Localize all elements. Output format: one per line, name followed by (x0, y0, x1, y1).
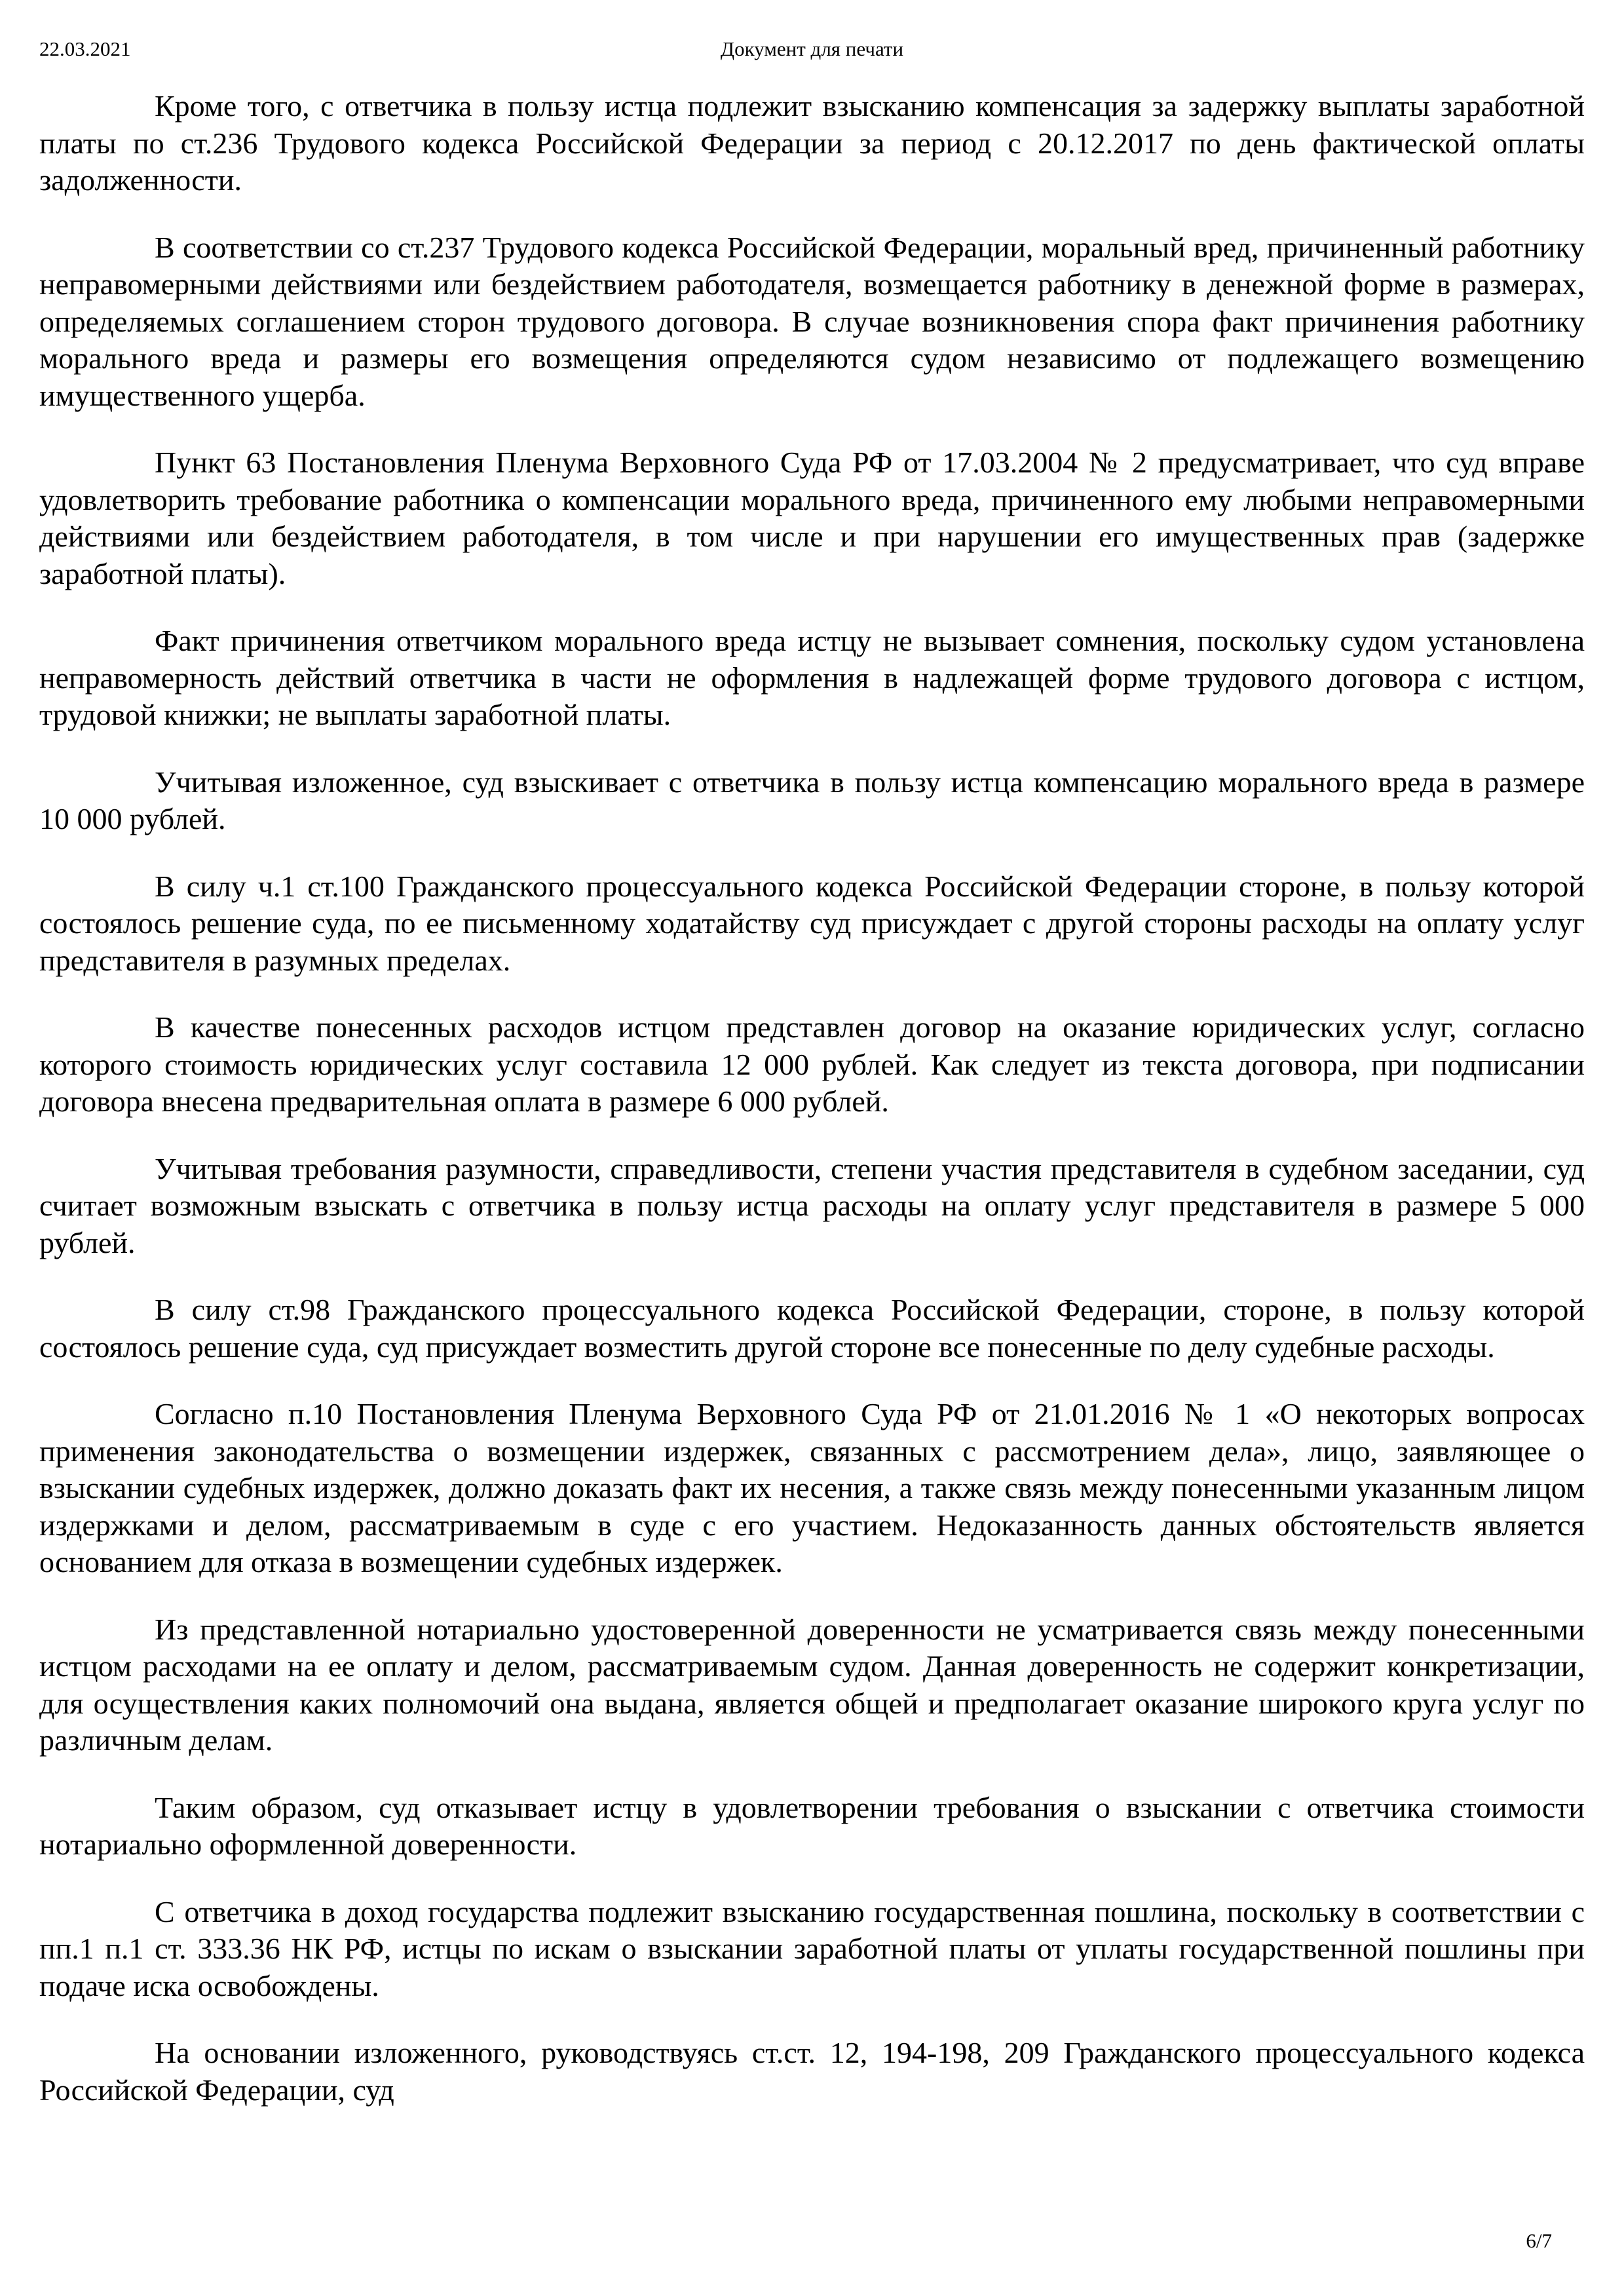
paragraph: Учитывая изложенное, суд взыскивает с ответчика в пользу истца компенсацию морального вреда в размере 10 000 рублей. (39, 765, 1585, 835)
paragraph: В качестве понесенных расходов истцом представлен договор на оказание юридических услуг, согласно которого стоимость юридических услуг составила 12 000 рублей. Как следует из текста договора, при подписании договора внесена предварительная оплата в размере 6 000 рублей. (39, 1010, 1585, 1118)
paragraph: Таким образом, суд отказывает истцу в удовлетворении требования о взыскании с ответчика стоимости нотариально оформленной доверенности. (39, 1790, 1585, 1861)
paragraph: В силу ст.98 Гражданского процессуального кодекса Российской Федерации, стороне, в пользу которой состоялось решение суда, суд присуждает возместить другой стороне все понесенные по делу судебные расходы. (39, 1293, 1585, 1364)
paragraph: Пункт 63 Постановления Пленума Верховного Суда РФ от 17.03.2004 № 2 предусматривает, что суд вправе удовлетворить требование работника о компенсации морального вреда, причиненного ему любыми неправомерными действиями или бездействием работодателя, в том числе и при нарушении его имущественных прав (задержке заработной платы). (39, 446, 1585, 590)
document-body (39, 88, 1585, 2109)
page-header (39, 37, 1585, 63)
paragraph: В силу ч.1 ст.100 Гражданского процессуального кодекса Российской Федерации стороне, в пользу которой состоялось решение суда, по ее письменному ходатайству суд присуждает с другой стороны расходы на оплату услуг представителя в разумных пределах. (39, 869, 1585, 977)
paragraph: Учитывая требования разумности, справедливости, степени участия представителя в судебном заседании, суд считает возможным взыскать с ответчика в пользу истца расходы на оплату услуг представителя в размере 5 000 рублей. (39, 1151, 1585, 1259)
paragraph: Факт причинения ответчиком морального вреда истцу не вызывает сомнения, поскольку судом установлена неправомерность действий ответчика в части не оформления в надлежащей форме трудового договора с истцом, трудовой книжки; не выплаты заработной платы. (39, 624, 1585, 731)
page-number: 6/7 (1526, 2229, 1552, 2252)
paragraph: На основании изложенного, руководствуясь ст.ст. 12, 194-198, 209 Гражданского процессуального кодекса Российской Федерации, суд (39, 2036, 1585, 2107)
paragraph: В соответствии со ст.237 Трудового кодекса Российской Федерации, моральный вред, причиненный работнику неправомерными действиями или бездействием работодателя, возмещается работнику в денежной форме в размерах, определяемых соглашением сторон трудового договора. В случае возникновения спора факт причинения работнику морального вреда и размеры его возмещения определяются судом независимо от подлежащего возмещению имущественного ущерба. (39, 230, 1585, 412)
document-title: Документ для печати (720, 37, 904, 60)
paragraph: Согласно п.10 Постановления Пленума Верховного Суда РФ от 21.01.2016 № 1 «О некоторых вопросах применения законодательства о возмещении издержек, связанных с рассмотрением дела», лицо, заявляющее о взыскании судебных издержек, должно доказать факт их несения, а также связь между понесенными указанным лицом издержками и делом, рассматриваемым в суде с его участием. Недоказанность данных обстоятельств является основанием для отказа в возмещении судебных издержек. (39, 1397, 1585, 1578)
paragraph: Кроме того, с ответчика в пользу истца подлежит взысканию компенсация за задержку выплаты заработной платы по ст.236 Трудового кодекса Российской Федерации за период с 20.12.2017 по день фактической оплаты задолженности. (39, 89, 1585, 197)
paragraph: Из представленной нотариально удостоверенной доверенности не усматривается связь между понесенными истцом расходами на ее оплату и делом, рассматриваемым судом. Данная доверенность не содержит конкретизации, для осуществления каких полномочий она выдана, является общей и предполагает оказание широкого круга услуг по различным делам. (39, 1612, 1585, 1757)
page-footer (1526, 2229, 1552, 2253)
paragraph: С ответчика в доход государства подлежит взысканию государственная пошлина, поскольку в соответствии с пп.1 п.1 ст. 333.36 НК РФ, истцы по искам о взыскании заработной платы от уплаты государственной пошлины при подаче иска освобождены. (39, 1894, 1585, 2002)
print-date: 22.03.2021 (39, 37, 131, 60)
